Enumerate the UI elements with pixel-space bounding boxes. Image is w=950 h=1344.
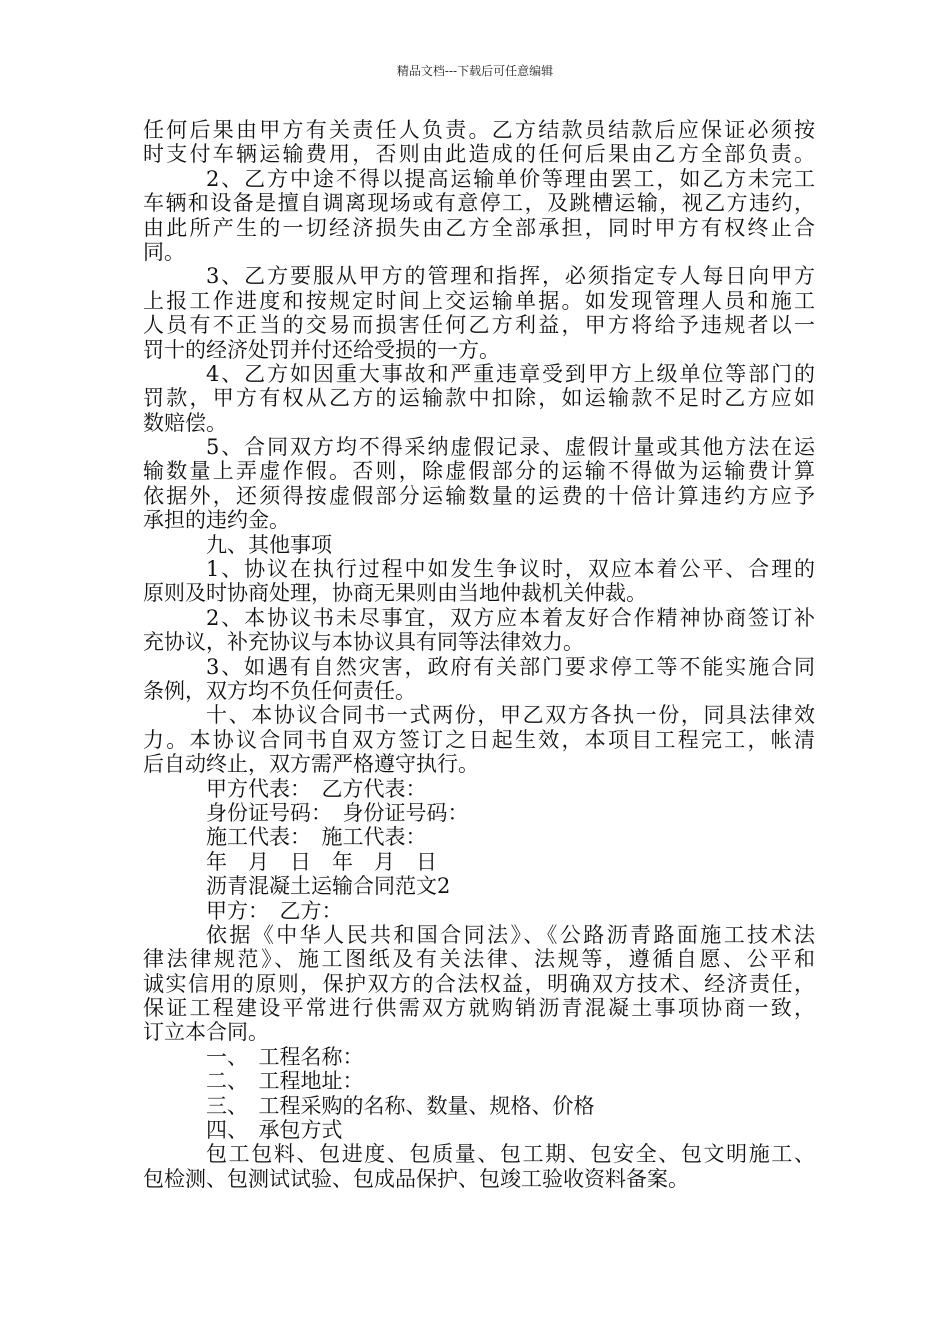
text-line: 承担的违约金。 — [143, 508, 290, 533]
text-line: 包检测、包测试试验、包成品保护、包竣工验收资料备案。 — [143, 1166, 689, 1191]
text-line: 诚实信用的原则，保护双方的合法权益，明确双方技术、经济责任， — [143, 971, 815, 996]
text-line: 原则及时协商处理，协商无果则由当地仲裁机关仲裁。 — [143, 581, 647, 606]
text-line: 身份证号码： 身份证号码： — [206, 800, 469, 825]
text-line: 保证工程建设平常进行供需双方就购销沥青混凝土事项协商一致， — [143, 996, 815, 1021]
text-line: 车辆和设备是擅自调离现场或有意停工，及跳槽运输，视乙方违约， — [143, 191, 815, 216]
text-line: 三、 工程采购的名称、数量、规格、价格 — [206, 1093, 595, 1118]
text-line: 九、其他事项 — [206, 532, 332, 557]
text-line: 后自动终止，双方需严格遵守执行。 — [143, 752, 479, 777]
text-line: 4、乙方如因重大事故和严重违章受到甲方上级单位等部门的 — [206, 361, 815, 386]
text-line: 同。 — [143, 239, 185, 264]
text-line: 四、 承包方式 — [206, 1118, 343, 1143]
document-body — [143, 118, 815, 1191]
text-line: 订立本合同。 — [143, 1020, 269, 1045]
text-line: 二、 工程地址： — [206, 1069, 364, 1094]
text-line: 依据外，还须得按虚假部分运输数量的运费的十倍计算违约方应予 — [143, 483, 815, 508]
text-line: 依据《中华人民共和国合同法》、《公路沥青路面施工技术法 — [206, 922, 815, 947]
page-header: 精品文档---下载后可任意编辑 — [396, 64, 554, 78]
text-line: 人员有不正当的交易而损害任何乙方利益，甲方将给予违规者以一 — [143, 313, 815, 338]
text-line: 输数量上弄虚作假。否则，除虚假部分的运输不得做为运输费计算 — [143, 459, 815, 484]
text-line: 由此所产生的一切经济损失由乙方全部承担，同时甲方有权终止合 — [143, 215, 815, 240]
text-line: 2、本协议书未尽事宜，双方应本着友好合作精神协商签订补 — [206, 605, 815, 630]
text-line: 数赔偿。 — [143, 410, 227, 435]
text-line: 一、 工程名称： — [206, 1044, 364, 1069]
text-line: 沥青混凝土运输合同范文2 — [206, 874, 451, 899]
text-line: 1、协议在执行过程中如发生争议时，双应本着公平、合理的 — [206, 557, 815, 582]
text-line: 甲方： 乙方： — [206, 898, 343, 923]
text-line: 甲方代表： 乙方代表： — [206, 776, 427, 801]
text-line: 条例，双方均不负任何责任。 — [143, 678, 416, 703]
text-line: 十、本协议合同书一式两份，甲乙双方各执一份，同具法律效 — [206, 703, 815, 728]
text-line: 2、乙方中途不得以提高运输单价等理由罢工，如乙方未完工 — [206, 166, 815, 191]
text-line: 律法律规范》、施工图纸及有关法律、法规等，遵循自愿、公平和 — [143, 947, 815, 972]
text-line: 时支付车辆运输费用，否则由此造成的任何后果由乙方全部负责。 — [143, 142, 815, 167]
text-line: 上报工作进度和按规定时间上交运输单据。如发现管理人员和施工 — [143, 288, 815, 313]
text-line: 力。本协议合同书自双方签订之日起生效，本项目工程完工，帐清 — [143, 727, 815, 752]
text-line: 任何后果由甲方有关责任人负责。乙方结款员结款后应保证必须按 — [143, 118, 815, 142]
text-line: 年 月 日 年 月 日 — [206, 849, 437, 874]
text-line: 3、如遇有自然灾害，政府有关部门要求停工等不能实施合同 — [206, 654, 815, 679]
text-line: 3、乙方要服从甲方的管理和指挥，必须指定专人每日向甲方 — [206, 264, 815, 289]
text-line: 充协议，补充协议与本协议具有同等法律效力。 — [143, 630, 584, 655]
text-line: 5、合同双方均不得采纳虚假记录、虚假计量或其他方法在运 — [206, 435, 815, 460]
text-line: 施工代表： 施工代表： — [206, 825, 427, 850]
text-line: 罚十的经济处罚并付还给受损的一方。 — [143, 337, 500, 362]
text-line: 罚款，甲方有权从乙方的运输款中扣除，如运输款不足时乙方应如 — [143, 386, 815, 411]
text-line: 包工包料、包进度、包质量、包工期、包安全、包文明施工、 — [206, 1142, 815, 1167]
